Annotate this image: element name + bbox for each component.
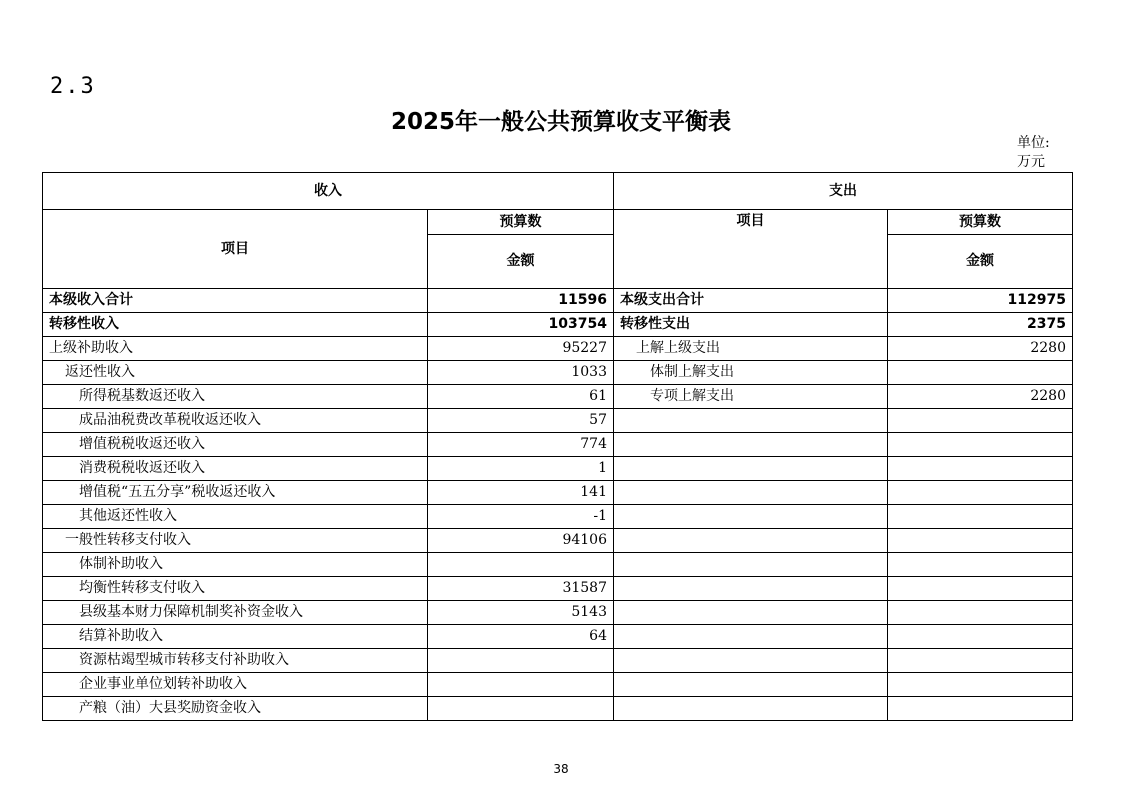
table-row	[43, 481, 1073, 505]
section-number: 2.3	[50, 74, 96, 99]
expense-item	[614, 577, 888, 601]
income-amount: 95227	[428, 337, 614, 361]
expense-item	[614, 481, 888, 505]
expense-item	[614, 529, 888, 553]
expense-item: 上解上级支出	[614, 337, 888, 361]
table-row	[43, 433, 1073, 457]
table-row	[43, 529, 1073, 553]
income-item: 一般性转移支付收入	[43, 529, 428, 553]
table-row	[43, 289, 1073, 313]
expense-item: 体制上解支出	[614, 361, 888, 385]
expense-amount: 2280	[888, 337, 1073, 361]
expense-amount	[888, 601, 1073, 625]
expense-amount	[888, 697, 1073, 721]
income-amount	[428, 697, 614, 721]
income-item: 返还性收入	[43, 361, 428, 385]
expense-amount	[888, 553, 1073, 577]
income-amount	[428, 553, 614, 577]
income-amount: 141	[428, 481, 614, 505]
expense-amount	[888, 649, 1073, 673]
income-amount: 774	[428, 433, 614, 457]
expense-item	[614, 649, 888, 673]
expense-item-header: 项目	[614, 210, 888, 289]
unit-label: 单位:	[1017, 135, 1050, 151]
income-header: 收入	[43, 173, 614, 210]
table-row	[43, 649, 1073, 673]
income-item-header: 项目	[43, 210, 428, 289]
income-amount: 94106	[428, 529, 614, 553]
table-row	[43, 673, 1073, 697]
table-row	[43, 697, 1073, 721]
expense-item	[614, 601, 888, 625]
table-row	[43, 457, 1073, 481]
income-item: 产粮（油）大县奖励资金收入	[43, 697, 428, 721]
income-item: 增值税“五五分享”税收返还收入	[43, 481, 428, 505]
table-row	[43, 385, 1073, 409]
budget-balance-table	[42, 172, 1073, 721]
income-amount	[428, 649, 614, 673]
expense-item	[614, 697, 888, 721]
expense-amount	[888, 481, 1073, 505]
income-item: 转移性收入	[43, 313, 428, 337]
income-amount: -1	[428, 505, 614, 529]
income-item: 成品油税费改革税收返还收入	[43, 409, 428, 433]
expense-amount	[888, 625, 1073, 649]
expense-item	[614, 625, 888, 649]
income-item: 均衡性转移支付收入	[43, 577, 428, 601]
expense-amount: 112975	[888, 289, 1073, 313]
expense-amount	[888, 577, 1073, 601]
income-item: 增值税税收返还收入	[43, 433, 428, 457]
income-item: 企业事业单位划转补助收入	[43, 673, 428, 697]
expense-amount-header: 金额	[888, 235, 1073, 289]
expense-amount	[888, 433, 1073, 457]
income-item: 体制补助收入	[43, 553, 428, 577]
expense-budget-header: 预算数	[888, 210, 1073, 235]
expense-amount	[888, 673, 1073, 697]
page-number: 38	[553, 762, 569, 776]
expense-amount	[888, 505, 1073, 529]
expense-amount	[888, 361, 1073, 385]
table-row	[43, 409, 1073, 433]
table-row	[43, 337, 1073, 361]
table-row	[43, 625, 1073, 649]
income-item: 本级收入合计	[43, 289, 428, 313]
expense-header: 支出	[614, 173, 1073, 210]
expense-amount	[888, 457, 1073, 481]
expense-item	[614, 433, 888, 457]
unit-note	[1017, 134, 1050, 172]
expense-item	[614, 505, 888, 529]
expense-item	[614, 673, 888, 697]
income-item: 结算补助收入	[43, 625, 428, 649]
income-amount: 64	[428, 625, 614, 649]
table-row	[43, 577, 1073, 601]
table-row	[43, 601, 1073, 625]
income-amount: 5143	[428, 601, 614, 625]
income-item: 消费税税收返还收入	[43, 457, 428, 481]
income-item: 资源枯竭型城市转移支付补助收入	[43, 649, 428, 673]
income-amount: 1033	[428, 361, 614, 385]
expense-item: 转移性支出	[614, 313, 888, 337]
income-amount: 1	[428, 457, 614, 481]
expense-item: 本级支出合计	[614, 289, 888, 313]
expense-amount: 2280	[888, 385, 1073, 409]
page-title: 2025年一般公共预算收支平衡表	[390, 109, 731, 135]
income-item: 县级基本财力保障机制奖补资金收入	[43, 601, 428, 625]
expense-item	[614, 409, 888, 433]
expense-item	[614, 553, 888, 577]
income-item: 其他返还性收入	[43, 505, 428, 529]
table-row	[43, 553, 1073, 577]
unit-value: 万元	[1017, 154, 1045, 170]
income-amount: 57	[428, 409, 614, 433]
income-amount	[428, 673, 614, 697]
income-amount: 103754	[428, 313, 614, 337]
expense-item: 专项上解支出	[614, 385, 888, 409]
table-row	[43, 313, 1073, 337]
income-amount: 31587	[428, 577, 614, 601]
expense-item	[614, 457, 888, 481]
income-amount-header: 金额	[428, 235, 614, 289]
income-amount: 61	[428, 385, 614, 409]
income-budget-header: 预算数	[428, 210, 614, 235]
table-row	[43, 361, 1073, 385]
income-item: 所得税基数返还收入	[43, 385, 428, 409]
income-item: 上级补助收入	[43, 337, 428, 361]
expense-amount: 2375	[888, 313, 1073, 337]
expense-amount	[888, 409, 1073, 433]
expense-amount	[888, 529, 1073, 553]
income-amount: 11596	[428, 289, 614, 313]
table-row	[43, 505, 1073, 529]
